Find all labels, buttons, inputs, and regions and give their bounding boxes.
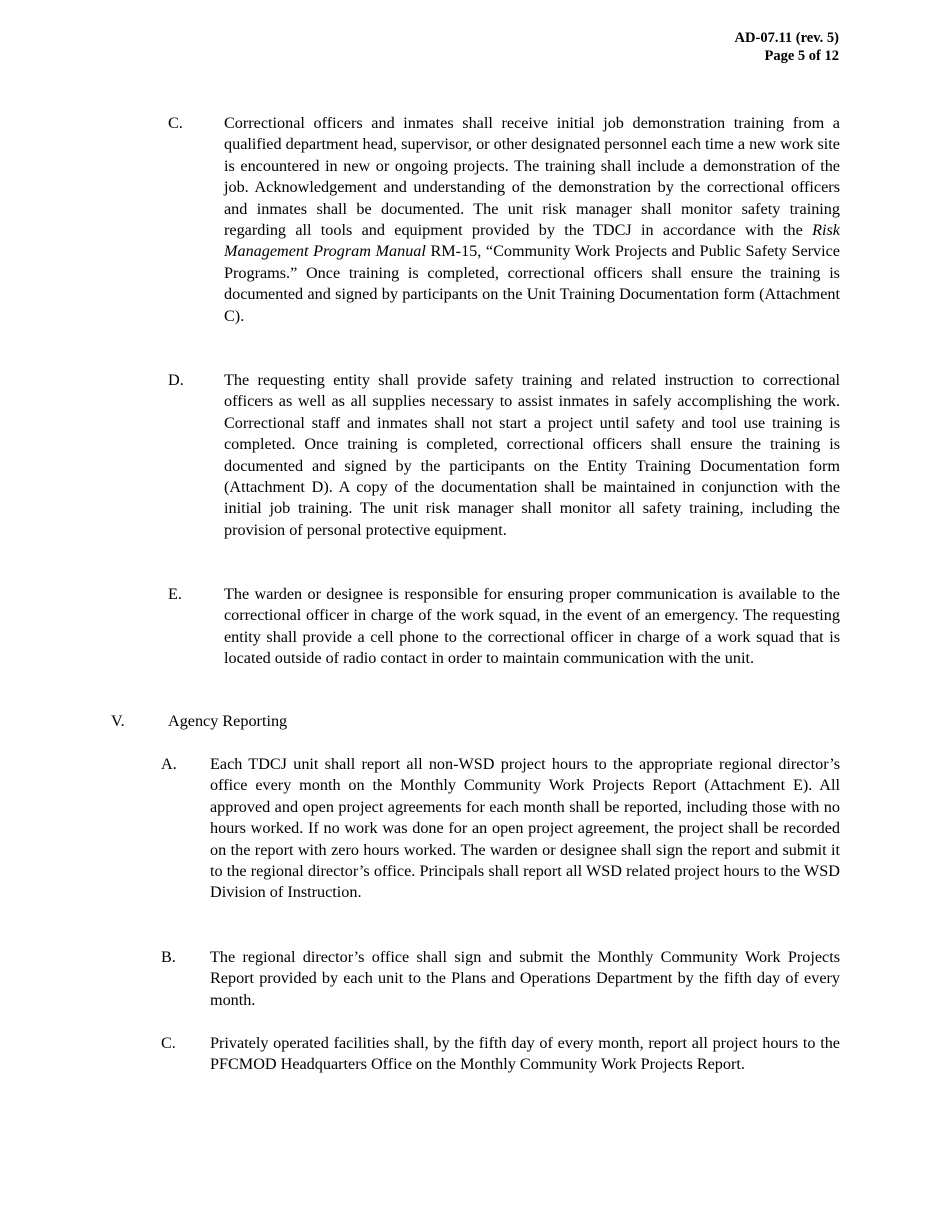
section-numeral: V. bbox=[111, 712, 125, 730]
item-letter: C. bbox=[161, 1034, 176, 1052]
item-letter: B. bbox=[161, 948, 176, 966]
item-letter: C. bbox=[168, 114, 183, 132]
item-letter: A. bbox=[161, 755, 177, 773]
page-number: Page 5 of 12 bbox=[764, 48, 839, 64]
item-text: The warden or designee is responsible for ensuring proper communication is available to the correctional officer in charge of the work squad, in the event of an emergency. The requesting entity shall provide a cell phone to the correctional officer in charge of a work squad that is located outside of radio contact in order to maintain communication with the unit. bbox=[224, 585, 840, 668]
document-id: AD-07.11 (rev. 5) bbox=[734, 30, 839, 46]
item-text: Each TDCJ unit shall report all non-WSD project hours to the appropriate regional director’s office every month on the Monthly Community Work Projects Report (Attachment E). All approved and open project agreements for each month shall be reported, including those with no hours worked. If no work was done for an open project agreement, the project shall be recorded on the report with zero hours worked. The warden or designee shall sign the report and submit it to the regional director’s office. Principals shall report all WSD related project hours to the WSD Division of Instruction. bbox=[210, 755, 840, 902]
item-text: Correctional officers and inmates shall receive initial job demonstration training from a qualified department head, supervisor, or other designated personnel each time a new work site is encountered in new or ongoing projects. The training shall include a demonstration of the job. Acknowledgement and understanding of the demonstration by the correctional officers and inmates shall be documented. The unit risk manager shall monitor safety training regarding all tools and equipment provided by the TDCJ in accordance with the Risk Management Program Manual RM-15, “Community Work Projects and Public Safety Service Programs.” Once training is completed, correctional officers shall ensure the training is documented and signed by participants on the Unit Training Documentation form (Attachment C). bbox=[224, 114, 840, 325]
document-header bbox=[735, 29, 839, 65]
item-letter: D. bbox=[168, 371, 184, 389]
item-letter: E. bbox=[168, 585, 182, 603]
item-text: Privately operated facilities shall, by the fifth day of every month, report all project hours to the PFCMOD Headquarters Office on the Monthly Community Work Projects Report. bbox=[210, 1034, 840, 1074]
item-text: The requesting entity shall provide safety training and related instruction to correctional officers as well as all supplies necessary to assist inmates in safely accomplishing the work. Correctional staff and inmates shall not start a project until safety and tool use training is completed. Once training is completed, correctional officers shall ensure the training is documented and signed by the participants on the Entity Training Documentation form (Attachment D). A copy of the documentation shall be maintained in conjunction with the initial job training. The unit risk manager shall monitor all safety training, including the provision of personal protective equipment. bbox=[224, 371, 840, 539]
item-text: The regional director’s office shall sign and submit the Monthly Community Work Projects Report provided by each unit to the Plans and Operations Department by the fifth day of every month. bbox=[210, 948, 840, 1009]
section-title: Agency Reporting bbox=[168, 712, 288, 730]
manual-title: Risk Management Program Manual bbox=[224, 221, 840, 261]
